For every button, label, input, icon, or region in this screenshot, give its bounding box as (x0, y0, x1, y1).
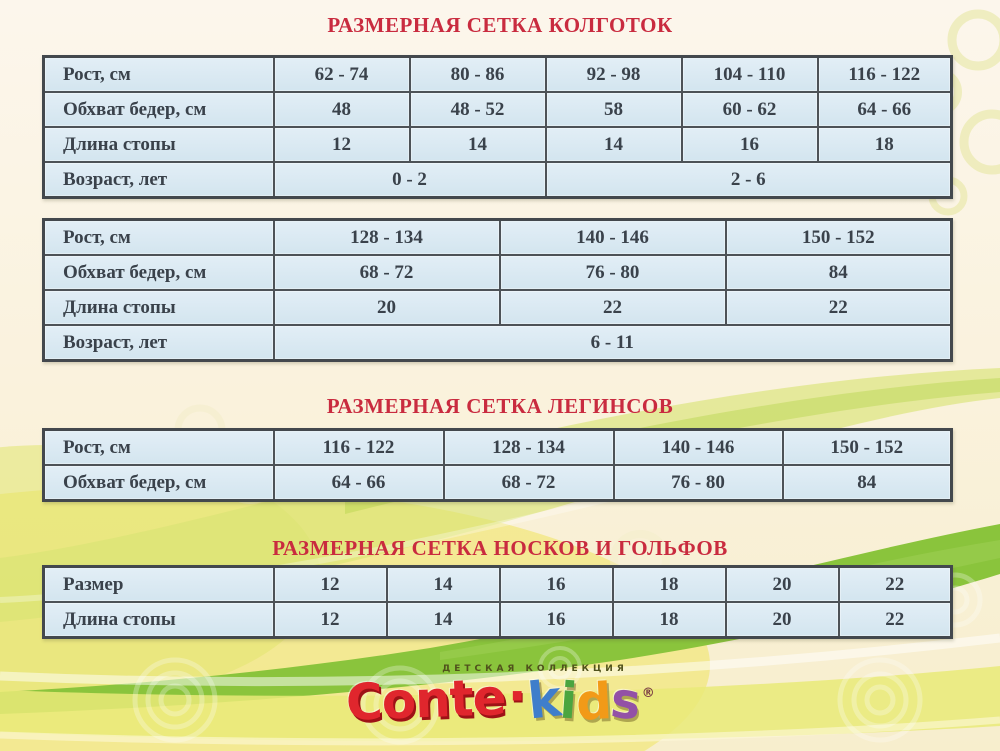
section-title-tights: РАЗМЕРНАЯ СЕТКА КОЛГОТОК (327, 13, 673, 37)
table-row (44, 567, 952, 603)
logo-letter-i: i (557, 671, 579, 731)
value-cell: 128 - 134 (444, 430, 614, 466)
row-header-cell: Длина стопы (44, 602, 274, 638)
value-cell: 116 - 122 (818, 57, 952, 93)
value-cell: 80 - 86 (410, 57, 546, 93)
socks-size-table (42, 565, 953, 639)
value-cell: 64 - 66 (818, 92, 952, 127)
row-header-cell: Рост, см (44, 220, 274, 256)
value-cell: 16 (682, 127, 818, 162)
value-cell: 84 (726, 255, 952, 290)
value-cell: 22 (839, 602, 952, 638)
row-header-cell: Длина стопы (44, 127, 274, 162)
logo-letter-k: k (524, 669, 563, 731)
value-cell: 12 (274, 127, 410, 162)
table-row (44, 430, 952, 466)
leggings-table-host (42, 428, 950, 502)
logo-conte-text: Conte (345, 668, 507, 732)
value-cell: 76 - 80 (500, 255, 726, 290)
row-header-cell: Возраст, лет (44, 162, 274, 198)
table-row (44, 162, 952, 198)
value-cell: 22 (500, 290, 726, 325)
value-cell: 62 - 74 (274, 57, 410, 93)
value-cell: 18 (613, 602, 726, 638)
value-cell: 16 (500, 567, 613, 603)
section-title-leggings: РАЗМЕРНАЯ СЕТКА ЛЕГИНСОВ (326, 394, 674, 418)
row-header-cell: Обхват бедер, см (44, 92, 274, 127)
value-cell: 14 (387, 567, 500, 603)
value-cell: 20 (726, 567, 839, 603)
logo-letter-d: d (574, 672, 613, 732)
value-cell: 140 - 146 (500, 220, 726, 256)
tights-table-small-host (42, 55, 950, 199)
value-cell: 116 - 122 (274, 430, 444, 466)
value-cell: 6 - 11 (274, 325, 952, 361)
logo-dot-separator: · (507, 667, 526, 725)
value-cell: 14 (410, 127, 546, 162)
value-cell: 84 (783, 465, 952, 501)
value-cell: 20 (274, 290, 500, 325)
value-cell: 104 - 110 (682, 57, 818, 93)
value-cell: 60 - 62 (682, 92, 818, 127)
value-cell: 48 (274, 92, 410, 127)
logo-tagline: ДЕТСКАЯ КОЛЛЕКЦИЯ (442, 664, 628, 674)
tights-size-table-ages-0-6 (42, 55, 953, 199)
conte-kids-logo (0, 664, 1000, 732)
table-row (44, 92, 952, 127)
value-cell: 12 (274, 567, 387, 603)
value-cell: 92 - 98 (546, 57, 682, 93)
value-cell: 14 (387, 602, 500, 638)
row-header-cell: Обхват бедер, см (44, 465, 274, 501)
value-cell: 140 - 146 (614, 430, 783, 466)
value-cell: 68 - 72 (444, 465, 614, 501)
section-title-socks: РАЗМЕРНАЯ СЕТКА НОСКОВ И ГОЛЬФОВ (272, 536, 728, 560)
table-row (44, 57, 952, 93)
table-row (44, 465, 952, 501)
value-cell: 18 (818, 127, 952, 162)
value-cell: 16 (500, 602, 613, 638)
value-cell: 12 (274, 602, 387, 638)
value-cell: 20 (726, 602, 839, 638)
tights-size-table-ages-6-11 (42, 218, 953, 362)
value-cell: 48 - 52 (410, 92, 546, 127)
value-cell: 150 - 152 (783, 430, 952, 466)
table-row (44, 255, 952, 290)
table-row (44, 602, 952, 638)
value-cell: 2 - 6 (546, 162, 952, 198)
value-cell: 0 - 2 (274, 162, 546, 198)
table-row (44, 220, 952, 256)
value-cell: 18 (613, 567, 726, 603)
table-row (44, 290, 952, 325)
tights-table-big-host (42, 218, 950, 362)
value-cell: 22 (839, 567, 952, 603)
value-cell: 128 - 134 (274, 220, 500, 256)
value-cell: 150 - 152 (726, 220, 952, 256)
registered-trademark-icon: ® (641, 686, 654, 701)
value-cell: 64 - 66 (274, 465, 444, 501)
table-row (44, 325, 952, 361)
value-cell: 22 (726, 290, 952, 325)
value-cell: 58 (546, 92, 682, 127)
row-header-cell: Рост, см (44, 430, 274, 466)
socks-table-host (42, 565, 950, 639)
row-header-cell: Размер (44, 567, 274, 603)
logo-letter-s: s (607, 670, 643, 732)
value-cell: 76 - 80 (614, 465, 783, 501)
row-header-cell: Обхват бедер, см (44, 255, 274, 290)
value-cell: 14 (546, 127, 682, 162)
table-row (44, 127, 952, 162)
value-cell: 68 - 72 (274, 255, 500, 290)
leggings-size-table (42, 428, 953, 502)
row-header-cell: Рост, см (44, 57, 274, 93)
logo-kids-text (524, 669, 643, 732)
row-header-cell: Возраст, лет (44, 325, 274, 361)
row-header-cell: Длина стопы (44, 290, 274, 325)
